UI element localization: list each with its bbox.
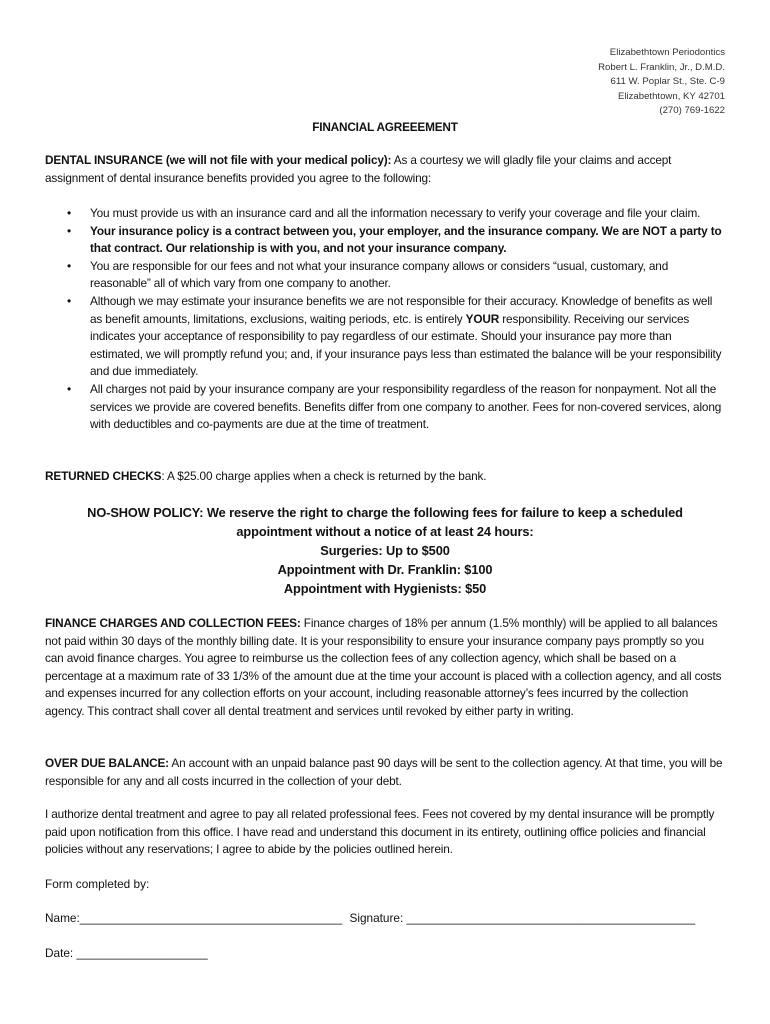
bullet-text: Although we may estimate your insurance benefits we are not responsible for their accuracy. Knowledge of benefits as well as benefit amounts, limitations, exclusions, waiting periods, etc. is entirely — [90, 293, 713, 326]
authorization-paragraph: I authorize dental treatment and agree to pay all related professional fees. Fees not covered by my dental insurance will be promptly paid upon notification from this office. I have read and understand this document in its entirety, outlining office policies and financial policies without any reservations; I agree to abide by the policies outlined herein. — [45, 807, 715, 857]
no-show-surgeries-fee: Surgeries: Up to $500 — [320, 542, 450, 558]
returned-checks-heading: RETURNED CHECKS — [45, 469, 162, 483]
finance-charges-paragraph — [45, 615, 725, 721]
signature-field[interactable]: Signature: ____________________________________________ — [349, 911, 696, 925]
document-title: FINANCIAL AGREEEMENT — [312, 120, 458, 134]
street-address: 611 W. Poplar St., Ste. C-9 — [610, 76, 725, 87]
list-item — [45, 258, 725, 293]
returned-checks-text: : A $25.00 charge applies when a check is returned by the bank. — [161, 469, 487, 483]
no-show-doctor-fee: Appointment with Dr. Franklin: $100 — [277, 561, 493, 577]
bullet-text: You must provide us with an insurance card and all the information necessary to verify your coverage and file your claim. — [90, 206, 701, 220]
list-item — [45, 223, 725, 258]
dental-insurance-paragraph — [45, 152, 725, 187]
no-show-line-2: appointment without a notice of at least 24 hours: — [236, 523, 534, 539]
bullet-icon: • — [67, 223, 72, 238]
no-show-hygienist-fee: Appointment with Hygienists: $50 — [283, 580, 487, 596]
office-name: Elizabethtown Periodontics — [609, 47, 725, 58]
bullet-text-continued: responsibility. Receiving our services indicates your acceptance of responsibility to pay regardless of our estimate. Should your insurance pay more than estimated, we will promptly refund you; and, if your insurance pays less than estimated the balance will be your responsibility and due immediately. — [90, 311, 722, 379]
no-show-line-1: NO-SHOW POLICY: We reserve the right to charge the following fees for failure to keep a scheduled — [87, 505, 683, 520]
finance-charges-heading: FINANCE CHARGES AND COLLECTION FEES: — [45, 616, 301, 630]
doctor-name: Robert L. Franklin, Jr., D.M.D. — [598, 61, 725, 73]
list-item — [45, 293, 725, 381]
office-address-block — [598, 46, 725, 119]
bullet-icon: • — [67, 258, 72, 273]
finance-charges-text: Finance charges of 18% per annum (1.5% monthly) will be applied to all balances not paid within 30 days of the monthly billing date. It is your responsibility to ensure your insurance company pays promptly so you can avoid finance charges. You agree to reimburse us the collection fees of any collection agency, which shall be based on a percentage at a maximum rate of 33 1/3% of the amount due at the time your account is placed with a collection agency, and all costs and expenses incurred for any collection efforts on your account, including reasonable attorney’s fees incurred by the collection agency. This contract shall cover all dental treatment and services until revoked by either party in writing. — [45, 616, 722, 718]
bullet-emphasis: YOUR — [465, 311, 500, 326]
bullet-icon: • — [67, 381, 72, 396]
dental-insurance-text: As a courtesy we will gladly file your claims and accept assignment of dental insurance benefits provided you agree to the following: — [45, 153, 672, 185]
list-item — [45, 381, 725, 434]
overdue-balance-heading: OVER DUE BALANCE: — [45, 756, 169, 770]
no-show-policy — [45, 504, 725, 599]
bullet-icon: • — [67, 293, 72, 308]
returned-checks-paragraph — [45, 468, 725, 486]
bullet-icon: • — [67, 206, 72, 220]
overdue-balance-paragraph — [45, 755, 725, 790]
dental-insurance-heading: DENTAL INSURANCE (we will not file with your medical policy): — [45, 153, 392, 167]
bullet-text: Your insurance policy is a contract between you, your employer, and the insurance company. We are NOT a party to that contract. Our relationship is with you, and not your insurance company. — [90, 223, 722, 256]
bullet-text: You are responsible for our fees and not what your insurance company allows or considers “usual, customary, and reasonable” all of which vary from one company to another. — [90, 258, 669, 291]
insurance-terms-list — [45, 205, 725, 434]
phone-number: (270) 769-1622 — [659, 105, 725, 116]
city-state-zip: Elizabethtown, KY 42701 — [617, 90, 725, 102]
name-signature-row — [45, 911, 695, 925]
date-field[interactable]: Date: ____________________ — [45, 946, 208, 960]
overdue-balance-text: An account with an unpaid balance past 90 days will be sent to the collection agency. At that time, you will be responsible for any and all costs incurred in the collection of your debt. — [45, 756, 723, 788]
list-item — [45, 205, 725, 223]
name-field[interactable]: Name:________________________________________ — [45, 911, 343, 925]
bullet-text: All charges not paid by your insurance company are your responsibility regardless of the reason for nonpayment. Not all the services we provide are covered benefits. Benefits differ from one company to another. Fees for non-covered services, along with deductibles and co-payments are due at the time of treatment. — [90, 381, 722, 432]
form-completed-by-label: Form completed by: — [45, 877, 150, 891]
